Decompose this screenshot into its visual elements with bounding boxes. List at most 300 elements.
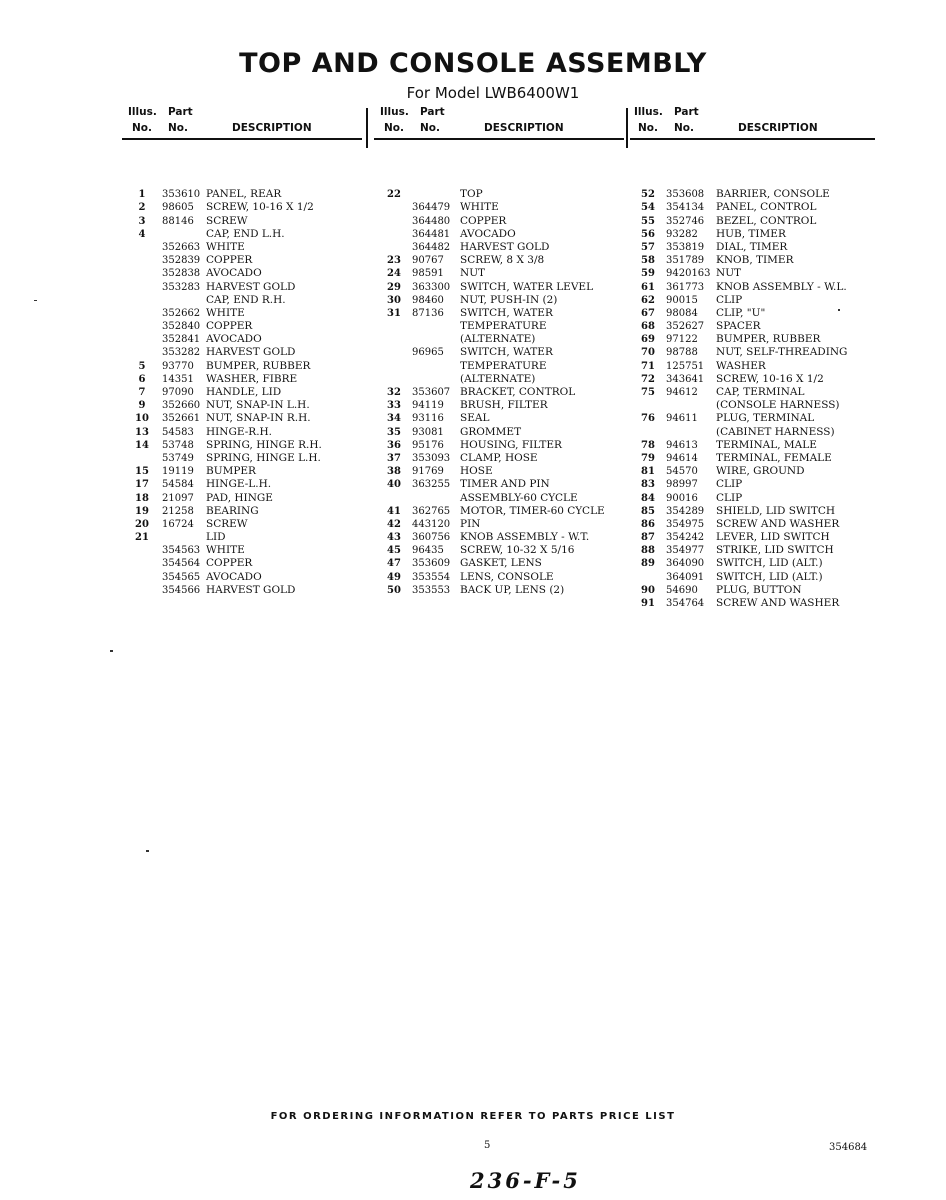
part-description: NUT xyxy=(716,267,742,280)
part-description: COPPER xyxy=(206,557,253,570)
table-row xyxy=(128,465,363,478)
part-description: BUMPER, RUBBER xyxy=(716,333,821,346)
table-row xyxy=(380,478,625,491)
illus-header: Illus. xyxy=(634,106,663,118)
parts-list xyxy=(128,175,363,597)
table-row xyxy=(634,505,878,518)
table-row xyxy=(128,254,363,267)
part-number: 93770 xyxy=(162,360,194,372)
part-description: SPRING, HINGE R.H. xyxy=(206,438,322,451)
table-row xyxy=(634,281,878,294)
header-rule xyxy=(122,138,362,140)
table-row xyxy=(128,544,363,557)
illus-number: 68 xyxy=(641,321,655,333)
part-description: BACK UP, LENS (2) xyxy=(460,583,565,596)
part-description: KNOB ASSEMBLY - W.L. xyxy=(716,280,847,293)
part-description: HANDLE, LID xyxy=(206,386,282,398)
part-description: STRIKE, LID SWITCH xyxy=(716,544,834,557)
table-row xyxy=(634,294,878,307)
column-divider xyxy=(366,108,368,148)
part-number: 354289 xyxy=(666,505,705,517)
table-row xyxy=(128,333,363,346)
part-number: 98591 xyxy=(412,268,444,280)
part-number: 53749 xyxy=(162,452,194,464)
table-row xyxy=(380,571,625,584)
table-row xyxy=(634,571,878,584)
illus-number: 79 xyxy=(641,452,655,464)
part-description: TERMINAL, FEMALE xyxy=(716,451,832,464)
table-row xyxy=(128,478,363,491)
model-subtitle: For Model LWB6400W1 xyxy=(406,84,580,102)
illus-number: 43 xyxy=(387,532,401,544)
part-description: HARVEST GOLD xyxy=(460,240,550,253)
table-row xyxy=(634,201,878,214)
part-description: SWITCH, WATER LEVEL xyxy=(460,280,594,293)
illus-number: 17 xyxy=(135,479,149,491)
part-number: 353610 xyxy=(162,189,201,201)
illus-number: 56 xyxy=(641,228,655,240)
illus-number: 52 xyxy=(641,189,655,201)
part-description: HARVEST GOLD xyxy=(206,346,296,359)
part-number: 95176 xyxy=(412,439,444,451)
illus-number: 87 xyxy=(641,532,655,544)
illus-number: 81 xyxy=(641,466,655,478)
table-row xyxy=(128,386,363,399)
part-number: 91769 xyxy=(412,466,444,478)
table-row xyxy=(634,175,878,188)
part-description: WHITE xyxy=(206,306,245,319)
part-description: WASHER xyxy=(716,359,766,372)
part-number: 94612 xyxy=(666,387,698,398)
table-row xyxy=(634,373,878,386)
illus-number: 19 xyxy=(135,505,149,517)
illus-number: 34 xyxy=(387,413,401,425)
illus-number: 21 xyxy=(135,532,149,544)
illus-number: 61 xyxy=(641,281,655,293)
illus-number: 76 xyxy=(641,413,655,425)
illus-number: 1 xyxy=(138,189,146,201)
part-number: 353554 xyxy=(412,571,451,583)
scan-speck xyxy=(110,650,113,652)
page-title: TOP AND CONSOLE ASSEMBLY xyxy=(239,48,707,79)
part-number: 54690 xyxy=(666,584,698,596)
table-row xyxy=(380,201,625,214)
table-row xyxy=(128,241,363,254)
table-row xyxy=(634,360,878,373)
column-divider xyxy=(626,108,628,148)
illus-number: 84 xyxy=(641,492,655,504)
illus-number: 67 xyxy=(641,307,655,319)
part-number: 87136 xyxy=(412,307,444,319)
part-description: CLIP xyxy=(716,478,743,491)
part-number: 354566 xyxy=(162,584,201,596)
table-row xyxy=(380,188,625,201)
part-number: 363255 xyxy=(412,479,451,491)
table-row xyxy=(380,518,625,531)
part-description: SCREW, 10-32 X 5/16 xyxy=(460,544,575,557)
part-description: NUT, PUSH-IN (2) xyxy=(460,293,558,306)
part-number: 354134 xyxy=(666,202,705,214)
table-row xyxy=(128,399,363,412)
table-row xyxy=(128,228,363,241)
illus-number: 59 xyxy=(641,268,655,280)
table-row xyxy=(634,412,878,425)
part-number: 363300 xyxy=(412,281,451,293)
illus-number: 37 xyxy=(387,452,401,464)
table-row xyxy=(380,294,625,307)
part-description: PLUG, BUTTON xyxy=(716,583,802,596)
part-number: 353609 xyxy=(412,558,451,570)
part-description: SWITCH, LID (ALT.) xyxy=(716,570,823,583)
part-number: 21258 xyxy=(162,505,194,517)
part-description: PANEL, REAR xyxy=(206,188,282,201)
table-row xyxy=(380,241,625,254)
ordering-note: FOR ORDERING INFORMATION REFER TO PARTS PRICE LIST xyxy=(270,1111,676,1122)
part-number: 54583 xyxy=(162,426,194,438)
part-description: WASHER, FIBRE xyxy=(206,372,298,385)
table-row xyxy=(380,320,625,333)
table-row xyxy=(634,254,878,267)
illus-number: 50 xyxy=(387,584,401,596)
parts-list xyxy=(380,175,625,597)
illus-number: 55 xyxy=(641,215,655,227)
part-description: AVOCADO xyxy=(206,333,262,346)
part-description: TEMPERATURE xyxy=(460,320,547,333)
table-row xyxy=(380,333,625,346)
table-row xyxy=(634,267,878,280)
part-number: 125751 xyxy=(666,360,705,372)
part-no-header: No. xyxy=(420,122,440,134)
illus-number: 31 xyxy=(387,307,401,319)
illus-number: 10 xyxy=(135,413,149,425)
part-number: 353608 xyxy=(666,189,705,201)
part-description: BUMPER xyxy=(206,465,256,478)
illus-number: 33 xyxy=(387,400,401,412)
part-number: 21097 xyxy=(162,492,194,504)
table-row xyxy=(128,175,363,188)
part-number: 98997 xyxy=(666,479,698,491)
illus-number: 85 xyxy=(641,505,655,517)
part-description: KNOB, TIMER xyxy=(716,254,794,267)
part-number: 364090 xyxy=(666,558,705,570)
illus-number: 6 xyxy=(138,373,146,385)
table-row xyxy=(128,373,363,386)
part-number: 364091 xyxy=(666,571,705,583)
part-description: BRUSH, FILTER xyxy=(460,399,548,412)
table-row xyxy=(634,320,878,333)
part-description: SCREW, 10-16 X 1/2 xyxy=(206,201,314,214)
part-description: AVOCADO xyxy=(206,570,262,583)
table-row xyxy=(380,399,625,412)
table-row xyxy=(128,188,363,201)
table-row xyxy=(380,360,625,373)
part-description: SCREW xyxy=(206,517,248,530)
table-row xyxy=(380,505,625,518)
part-number: 53748 xyxy=(162,439,194,451)
part-description: GASKET, LENS xyxy=(460,557,542,570)
part-description: SWITCH, LID (ALT.) xyxy=(716,557,823,570)
table-row xyxy=(128,571,363,584)
table-row xyxy=(380,439,625,452)
part-description: NUT, SNAP-IN L.H. xyxy=(206,399,310,412)
part-number: 364481 xyxy=(412,228,451,240)
table-row xyxy=(128,412,363,425)
part-header: Part xyxy=(674,106,699,118)
table-row xyxy=(128,346,363,359)
part-number: 54584 xyxy=(162,479,194,491)
part-description: SHIELD, LID SWITCH xyxy=(716,504,836,517)
part-description: NUT, SNAP-IN R.H. xyxy=(206,412,311,425)
part-number: 352841 xyxy=(162,334,201,346)
illus-number: 83 xyxy=(641,479,655,491)
table-row xyxy=(128,360,363,373)
part-number: 354242 xyxy=(666,532,705,544)
illus-number: 58 xyxy=(641,255,655,267)
part-number: 19119 xyxy=(162,466,194,478)
part-number: 354764 xyxy=(666,598,705,609)
table-row xyxy=(128,439,363,452)
part-description: SCREW AND WASHER xyxy=(716,597,840,609)
part-description: WHITE xyxy=(206,240,245,253)
part-description: AVOCADO xyxy=(460,227,516,240)
illus-number: 47 xyxy=(387,558,401,570)
part-description: MOTOR, TIMER-60 CYCLE xyxy=(460,504,605,517)
part-description: (ALTERNATE) xyxy=(460,333,536,346)
table-row xyxy=(634,188,878,201)
illus-number: 62 xyxy=(641,294,655,306)
part-number: 94611 xyxy=(666,413,698,425)
table-row xyxy=(380,307,625,320)
table-row xyxy=(634,426,878,439)
table-row xyxy=(380,426,625,439)
table-row xyxy=(634,228,878,241)
part-description: WIRE, GROUND xyxy=(716,465,805,478)
description-header: DESCRIPTION xyxy=(232,122,312,134)
part-number: 54570 xyxy=(666,466,698,478)
part-number: 352746 xyxy=(666,215,705,227)
part-number: 90016 xyxy=(666,492,698,504)
part-description: TOP xyxy=(460,188,483,201)
header-rule xyxy=(630,138,875,140)
part-description: LEVER, LID SWITCH xyxy=(716,531,830,544)
illus-number: 35 xyxy=(387,426,401,438)
table-row xyxy=(380,346,625,359)
part-number: 352839 xyxy=(162,255,201,267)
illus-number: 57 xyxy=(641,241,655,253)
column-header xyxy=(128,104,363,138)
part-description: CLAMP, HOSE xyxy=(460,451,538,464)
part-description: SWITCH, WATER xyxy=(460,306,553,319)
part-description: PANEL, CONTROL xyxy=(716,201,817,214)
table-row xyxy=(128,518,363,531)
part-number: 364480 xyxy=(412,215,451,227)
part-number: 93081 xyxy=(412,426,444,438)
part-number: 96435 xyxy=(412,545,444,557)
part-description: HOSE xyxy=(460,465,493,478)
parts-column-1 xyxy=(128,104,363,596)
part-description: SCREW xyxy=(206,214,248,227)
table-row xyxy=(634,557,878,570)
part-number: 352627 xyxy=(666,321,705,333)
part-number: 354563 xyxy=(162,545,201,557)
part-description: (CABINET HARNESS) xyxy=(716,425,835,438)
illus-number: 75 xyxy=(641,387,655,398)
part-no-header: No. xyxy=(674,122,694,134)
part-number: 360756 xyxy=(412,532,451,544)
scan-speck xyxy=(34,300,37,301)
part-number: 353282 xyxy=(162,347,201,359)
table-row xyxy=(634,452,878,465)
illus-number: 30 xyxy=(387,294,401,306)
part-description: PAD, HINGE xyxy=(206,491,273,504)
part-number: 97122 xyxy=(666,334,698,346)
illus-number: 29 xyxy=(387,281,401,293)
part-description: CLIP xyxy=(716,293,743,306)
illus-number: 3 xyxy=(138,215,146,227)
illus-number: 69 xyxy=(641,334,655,346)
part-number: 98788 xyxy=(666,347,698,359)
illus-no-header: No. xyxy=(132,122,152,134)
part-description: BEARING xyxy=(206,504,259,517)
part-number: 16724 xyxy=(162,518,194,530)
table-row xyxy=(128,531,363,544)
part-number: 14351 xyxy=(162,373,194,385)
illus-number: 36 xyxy=(387,439,401,451)
part-number: 352840 xyxy=(162,321,201,333)
table-row xyxy=(634,531,878,544)
part-no-header: No. xyxy=(168,122,188,134)
part-description: HARVEST GOLD xyxy=(206,583,296,596)
illus-number: 71 xyxy=(641,360,655,372)
part-description: PLUG, TERMINAL xyxy=(716,412,815,425)
part-number: 352660 xyxy=(162,400,201,412)
table-row xyxy=(634,399,878,412)
table-row xyxy=(128,557,363,570)
table-row xyxy=(380,386,625,399)
part-number: 97090 xyxy=(162,387,194,398)
part-description: CAP, END L.H. xyxy=(206,227,285,240)
page-number: 5 xyxy=(484,1140,491,1151)
illus-number: 41 xyxy=(387,505,401,517)
part-number: 98605 xyxy=(162,202,194,214)
part-header: Part xyxy=(420,106,445,118)
part-description: HOUSING, FILTER xyxy=(460,438,562,451)
table-row xyxy=(380,267,625,280)
illus-number: 88 xyxy=(641,545,655,557)
part-description: HARVEST GOLD xyxy=(206,280,296,293)
table-row xyxy=(634,333,878,346)
illus-number: 18 xyxy=(135,492,149,504)
table-row xyxy=(128,320,363,333)
table-row xyxy=(380,228,625,241)
part-number: 94613 xyxy=(666,439,698,451)
part-number: 98460 xyxy=(412,294,444,306)
part-number: 354975 xyxy=(666,518,705,530)
table-row xyxy=(128,426,363,439)
table-row xyxy=(380,584,625,597)
table-row xyxy=(634,465,878,478)
illus-number: 54 xyxy=(641,202,655,214)
table-row xyxy=(128,452,363,465)
illus-header: Illus. xyxy=(380,106,409,118)
part-number: 364482 xyxy=(412,241,451,253)
part-description: SEAL xyxy=(460,412,490,425)
table-row xyxy=(128,294,363,307)
handwritten-note: 236-F-5 xyxy=(470,1168,581,1193)
part-number: 361773 xyxy=(666,281,705,293)
table-row xyxy=(380,175,625,188)
illus-no-header: No. xyxy=(384,122,404,134)
part-description: BUMPER, RUBBER xyxy=(206,359,311,372)
part-number: 93282 xyxy=(666,228,698,240)
table-row xyxy=(380,465,625,478)
part-number: 94614 xyxy=(666,452,698,464)
illus-number: 20 xyxy=(135,518,149,530)
table-row xyxy=(380,215,625,228)
table-row xyxy=(634,215,878,228)
part-description: TEMPERATURE xyxy=(460,359,547,372)
part-number: 353607 xyxy=(412,387,451,398)
part-description: COPPER xyxy=(460,214,507,227)
part-number: 443120 xyxy=(412,518,451,530)
illus-number: 4 xyxy=(138,228,146,240)
part-number: 96965 xyxy=(412,347,444,359)
part-description: CAP, TERMINAL xyxy=(716,386,805,398)
part-description: COPPER xyxy=(206,320,253,333)
table-row xyxy=(380,544,625,557)
scan-speck xyxy=(146,850,149,852)
part-number: 90015 xyxy=(666,294,698,306)
part-description: COPPER xyxy=(206,254,253,267)
part-number: 354564 xyxy=(162,558,201,570)
part-description: HINGE-L.H. xyxy=(206,478,272,491)
part-number: 93116 xyxy=(412,413,444,425)
part-description: PIN xyxy=(460,517,481,530)
part-description: GROMMET xyxy=(460,425,522,438)
column-header xyxy=(634,104,878,138)
table-row xyxy=(128,492,363,505)
table-row xyxy=(634,492,878,505)
table-row xyxy=(634,241,878,254)
table-row xyxy=(128,584,363,597)
part-description: WHITE xyxy=(460,201,499,214)
part-description: BEZEL, CONTROL xyxy=(716,214,817,227)
part-number: 364479 xyxy=(412,202,451,214)
table-row xyxy=(380,281,625,294)
illus-header: Illus. xyxy=(128,106,157,118)
illus-number: 91 xyxy=(641,598,655,609)
table-row xyxy=(634,307,878,320)
illus-number: 24 xyxy=(387,268,401,280)
description-header: DESCRIPTION xyxy=(484,122,564,134)
table-row xyxy=(634,584,878,597)
part-description: HUB, TIMER xyxy=(716,227,786,240)
part-description: SCREW, 10-16 X 1/2 xyxy=(716,372,824,385)
illus-number: 89 xyxy=(641,558,655,570)
parts-column-3 xyxy=(634,104,878,609)
document-number: 354684 xyxy=(829,1142,868,1153)
part-description: TERMINAL, MALE xyxy=(716,438,817,451)
table-row xyxy=(634,346,878,359)
illus-number: 7 xyxy=(138,387,146,398)
scan-speck xyxy=(838,309,840,311)
part-description: KNOB ASSEMBLY - W.T. xyxy=(460,531,590,544)
part-description: SWITCH, WATER xyxy=(460,346,553,359)
illus-number: 72 xyxy=(641,373,655,385)
part-description: NUT xyxy=(460,267,486,280)
table-row xyxy=(634,544,878,557)
part-number: 88146 xyxy=(162,215,194,227)
